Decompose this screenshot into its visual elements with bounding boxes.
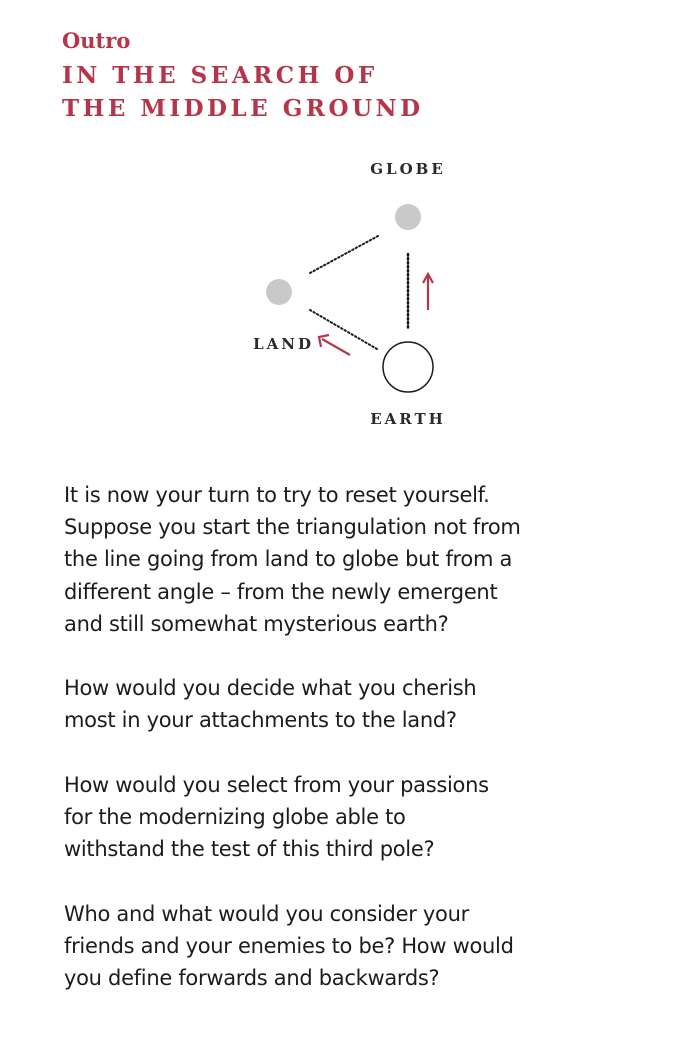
text-line: Suppose you start the triangulation not from xyxy=(64,515,521,540)
text-line: and still somewhat mysterious earth? xyxy=(64,611,449,636)
globe-label: GLOBE xyxy=(370,160,446,178)
land-node xyxy=(266,279,292,305)
toward-land-arrow-icon xyxy=(319,335,350,355)
paragraph xyxy=(64,898,664,995)
title-line: IN THE SEARCH OF xyxy=(62,62,378,89)
text-line: most in your attachments to the land? xyxy=(64,708,457,733)
earth-node xyxy=(383,342,433,392)
text-line: withstand the test of this third pole? xyxy=(64,837,435,862)
text-line: It is now your turn to try to reset yourself. xyxy=(64,483,490,507)
page-title xyxy=(62,59,424,125)
text-line: you define forwards and backwards? xyxy=(64,966,440,990)
text-line: for the modernizing globe able to xyxy=(64,805,406,829)
globe-node xyxy=(395,204,421,230)
text-line: different angle – from the newly emergent xyxy=(64,579,498,604)
text-line: friends and your enemies to be? How would xyxy=(64,933,514,958)
title-line: THE MIDDLE GROUND xyxy=(62,95,424,122)
paragraph xyxy=(64,769,664,866)
earth-label: EARTH xyxy=(370,410,446,428)
text-line: the line going from land to globe but from a xyxy=(64,547,513,572)
triangulation-diagram xyxy=(230,150,470,440)
paragraph xyxy=(64,672,664,736)
up-arrow-icon xyxy=(423,274,433,310)
paragraph xyxy=(64,479,664,640)
land-label: LAND xyxy=(253,335,314,353)
text-line: Who and what would you consider your xyxy=(64,901,469,926)
text-line: How would you select from your passions xyxy=(64,772,489,797)
section-kicker: Outro xyxy=(62,28,131,53)
body-text xyxy=(64,479,664,1026)
land-globe-dotted-line xyxy=(310,236,378,273)
text-line: How would you decide what you cherish xyxy=(64,676,477,701)
